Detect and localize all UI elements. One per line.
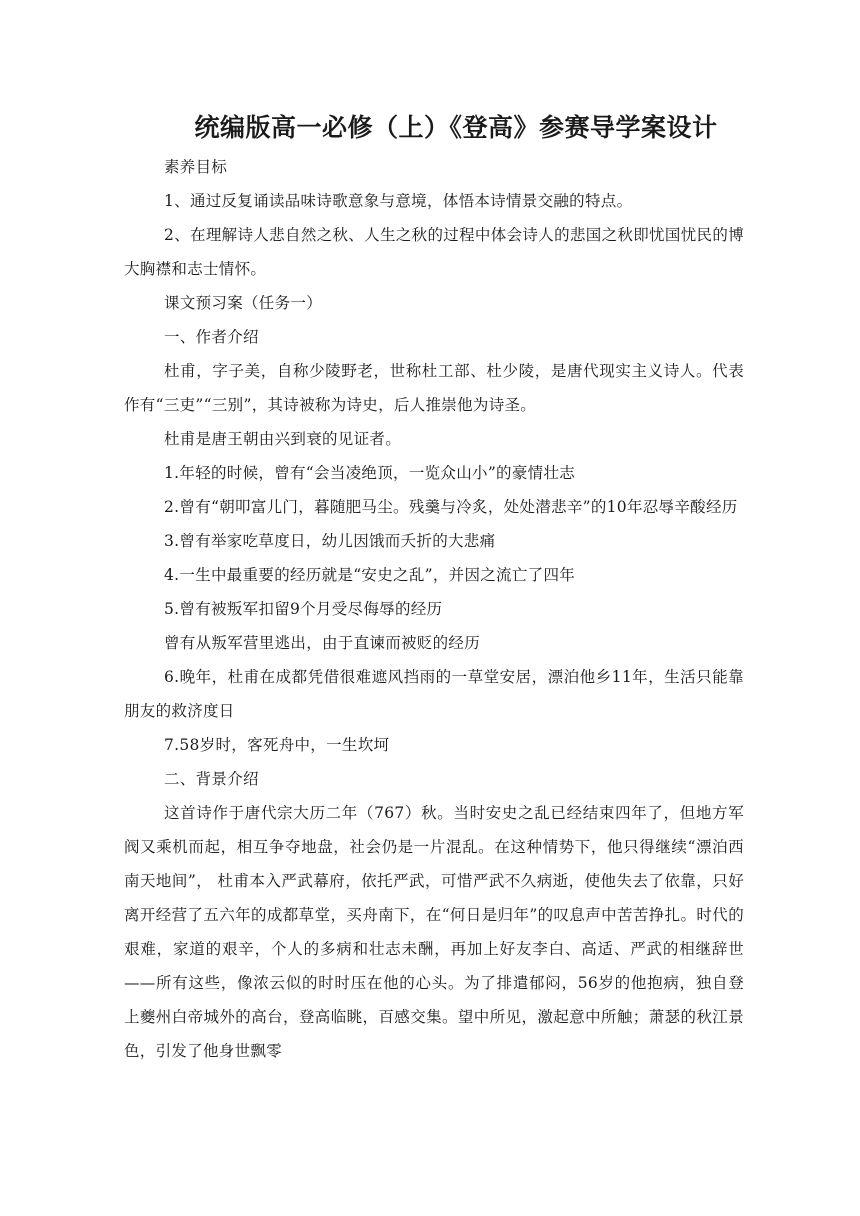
paragraph-author-heading: 一、作者介绍 <box>164 328 259 346</box>
paragraph-life-7: 7.58岁时，客死舟中，一生坎坷 <box>164 736 390 754</box>
paragraph-goal-2: 2、在理解诗人悲自然之秋、人生之秋的过程中体会诗人的悲国之秋即忧国忧民的博大胸襟和志士情怀。 <box>124 226 744 278</box>
paragraph-life-3: 3.曾有举家吃草度日，幼儿因饿而夭折的大悲痛 <box>164 532 496 550</box>
paragraph-life-5: 5.曾有被叛军扣留9个月受尽侮辱的经历 <box>164 600 443 618</box>
paragraph-background-heading: 二、背景介绍 <box>164 770 259 788</box>
document-title: 统编版高一必修（上）《登高》参赛导学案设计 <box>194 113 718 142</box>
paragraph-goal-1: 1、通过反复诵读品味诗歌意象与意境，体悟本诗情景交融的特点。 <box>164 192 633 210</box>
paragraph-life-1: 1.年轻的时候，曾有“会当凌绝顶，一览众山小”的豪情壮志 <box>164 464 576 482</box>
paragraph-life-5b: 曾有从叛军营里逃出，由于直谏而被贬的经历 <box>164 634 481 652</box>
document-body <box>124 150 744 1068</box>
paragraph-life-6: 6.晚年，杜甫在成都凭借很难遮风挡雨的一草堂安居，漂泊他乡11年，生活只能靠朋友的救济度日 <box>124 668 744 720</box>
paragraph-task-heading: 课文预习案（任务一） <box>164 294 323 312</box>
paragraph-witness: 杜甫是唐王朝由兴到衰的见证者。 <box>164 430 402 448</box>
paragraph-section-heading: 素养目标 <box>164 158 228 176</box>
paragraph-life-4: 4.一生中最重要的经历就是“安史之乱”，并因之流亡了四年 <box>164 566 576 584</box>
paragraph-life-2: 2.曾有“朝叩富儿门，暮随肥马尘。残羹与冷炙，处处潜悲辛”的10年忍辱辛酸经历 <box>164 498 738 516</box>
paragraph-background-text: 这首诗作于唐代宗大历二年（767）秋。当时安史之乱已经结束四年了，但地方军阀又乘机而起，相互争夺地盘，社会仍是一片混乱。在这种情势下，他只得继续“漂泊西南天地间”， 杜甫本入严武幕府，依托严武，可惜严武不久病逝，使他失去了依靠，只好离开经营了五六年的成都草堂，买舟南下，在“何日是归年”的叹息声中苦苦挣扎。时代的艰难，家道的艰辛，个人的多病和壮志未酬，再加上好友李白、高适、严武的相继辞世——所有这些，像浓云似的时时压在他的心头。为了排遣郁闷，56岁的他抱病，独自登上夔州白帝城外的高台，登高临眺，百感交集。望中所见，激起意中所触；萧瑟的秋江景色，引发了他身世飘零 <box>124 804 744 1060</box>
paragraph-author-intro: 杜甫，字子美，自称少陵野老，世称杜工部、杜少陵，是唐代现实主义诗人。代表作有“三吏”“三别”，其诗被称为诗史，后人推崇他为诗圣。 <box>124 362 744 414</box>
